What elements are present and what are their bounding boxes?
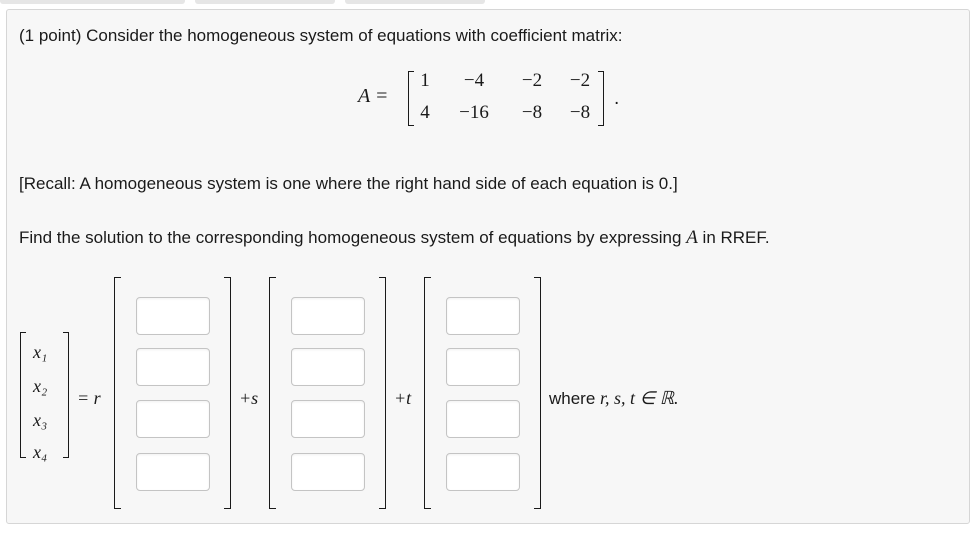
var-vector-left-bracket	[20, 332, 26, 458]
instruction-variable: A	[686, 227, 698, 248]
matrix-label: A =	[358, 85, 389, 107]
vector-s-entry-2[interactable]	[291, 348, 365, 386]
vector-t-entry-3[interactable]	[446, 400, 520, 438]
matrix-cell: −16	[459, 102, 489, 123]
vector-s-right-bracket	[379, 277, 386, 509]
vector-t-entry-4[interactable]	[446, 453, 520, 491]
plus-s: +s	[239, 388, 259, 408]
tab-2[interactable]	[195, 0, 335, 4]
top-tab-strip	[0, 0, 976, 8]
problem-intro: (1 point) Consider the homogeneous system of equations with coefficient matrix:	[19, 26, 623, 45]
instruction-text: Find the solution to the corresponding homogeneous system of equations by expressing	[19, 228, 682, 247]
vector-r-entry-3[interactable]	[136, 400, 210, 438]
vector-t-entry-1[interactable]	[446, 297, 520, 335]
matrix-period: .	[614, 88, 620, 109]
vector-r-entry-1[interactable]	[136, 297, 210, 335]
matrix-cell: −8	[569, 102, 591, 123]
matrix-cell: −8	[521, 102, 543, 123]
var-x3: x₃	[33, 410, 48, 430]
vector-r-entry-4[interactable]	[136, 453, 210, 491]
vector-r-right-bracket	[224, 277, 231, 509]
matrix-cell: −2	[569, 70, 591, 91]
param-set: r, s, t ∈ ℝ.	[600, 388, 679, 408]
vector-s-entry-4[interactable]	[291, 453, 365, 491]
matrix-cell: 1	[420, 70, 430, 91]
matrix-cell: 4	[420, 102, 430, 123]
var-x2: x₂	[33, 376, 48, 396]
recall-note: [Recall: A homogeneous system is one where the right hand side of each equation is 0.]	[19, 174, 678, 193]
var-x4: x₄	[33, 442, 48, 462]
instruction-text-end: in RREF.	[702, 228, 770, 247]
var-x1: x₁	[33, 342, 48, 362]
vector-t-right-bracket	[534, 277, 541, 509]
var-vector-right-bracket	[63, 332, 69, 458]
where-clause	[549, 388, 679, 409]
instruction	[19, 228, 770, 248]
vector-s-entry-1[interactable]	[291, 297, 365, 335]
vector-t-entry-2[interactable]	[446, 348, 520, 386]
tab-3[interactable]	[345, 0, 485, 4]
vector-r-entry-2[interactable]	[136, 348, 210, 386]
vector-t-left-bracket	[424, 277, 431, 509]
matrix-cell: −2	[521, 70, 543, 91]
equals-r: = r	[77, 388, 101, 408]
plus-t: +t	[394, 388, 412, 408]
vector-r-left-bracket	[114, 277, 121, 509]
vector-s-left-bracket	[269, 277, 276, 509]
where-text: where	[549, 389, 596, 408]
tab-1[interactable]	[0, 0, 185, 4]
matrix-cell: −4	[463, 70, 485, 91]
vector-s-entry-3[interactable]	[291, 400, 365, 438]
